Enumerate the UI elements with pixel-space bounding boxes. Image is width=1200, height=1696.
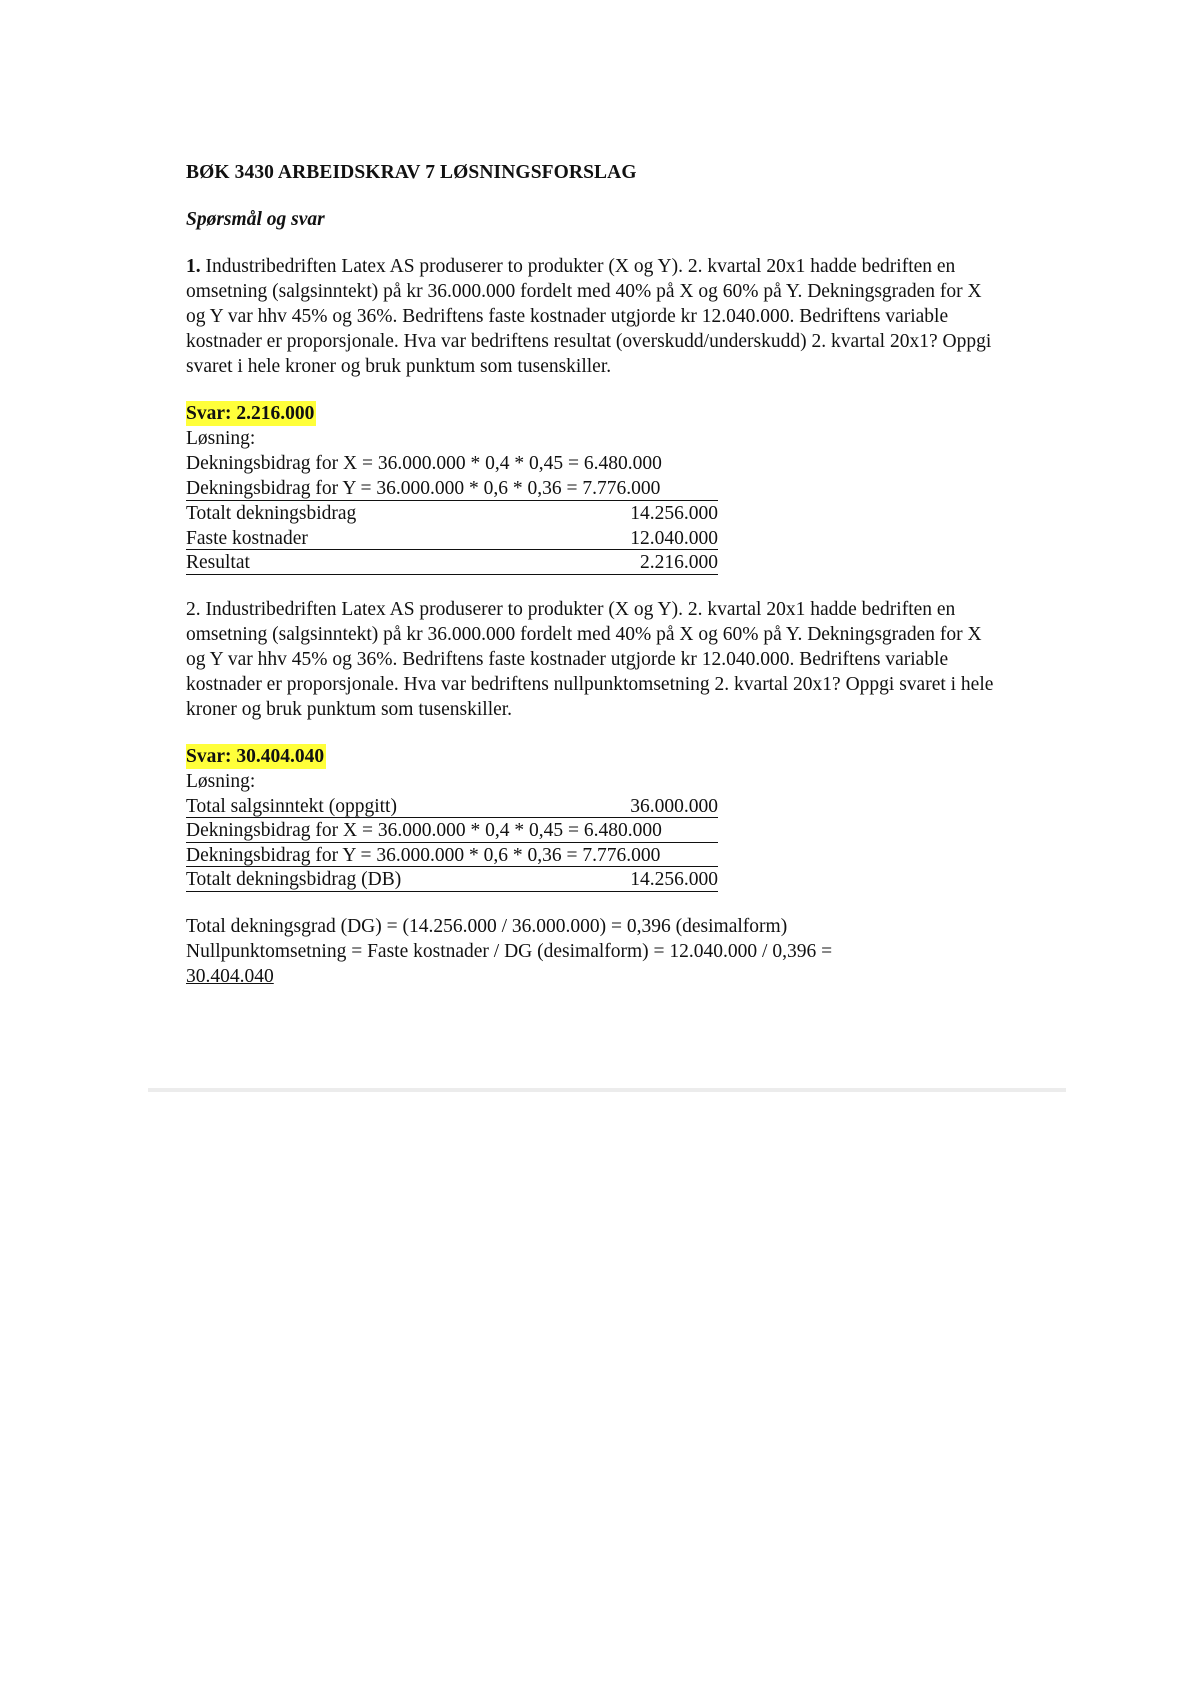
row-value: 14.256.000 — [630, 869, 718, 890]
answer-1: Svar: 2.216.000 — [186, 403, 315, 424]
question-2-text: 2. Industribedriften Latex AS produserer to produkter (X og Y). 2. kvartal 20x1 hadde bedriften en omsetning (salgsinntekt) på kr 36.000.000 fordelt med 40% på X og 60% på Y. Dekningsgraden for X og Y var hhv 45% og 36%. Bedriftens faste kostnader utgjorde kr 12.040.000. Bedriftens variable kostnader er proporsjonale. Hva var bedriftens nullpunktomsetning 2. kvartal 20x1? Oppgi svaret i hele kroner og bruk punktum som tusenskiller. — [186, 598, 994, 720]
row-label: Totalt dekningsbidrag — [186, 502, 357, 524]
table-row — [186, 501, 718, 526]
solution-1-calc-y-row — [186, 476, 718, 501]
solution-2-calc-x: Dekningsbidrag for X = 36.000.000 * 0,4 * 0,45 = 6.480.000 — [186, 820, 662, 841]
solution-2-calc-x-row — [186, 818, 718, 843]
row-label: Total salgsinntekt (oppgitt) — [186, 795, 397, 817]
table-row — [186, 867, 718, 892]
solution-1-calc-y: Dekningsbidrag for Y = 36.000.000 * 0,6 * 0,36 = 7.776.000 — [186, 478, 661, 499]
dg-line: Total dekningsgrad (DG) = (14.256.000 / 36.000.000) = 0,396 (desimalform) — [186, 915, 788, 937]
question-1 — [186, 254, 996, 379]
question-1-text: Industribedriften Latex AS produserer to produkter (X og Y). 2. kvartal 20x1 hadde bedriften en omsetning (salgsinntekt) på kr 36.000.000 fordelt med 40% på X og 60% på Y. Dekningsgraden for X og Y var hhv 45% og 36%. Bedriftens faste kostnader utgjorde kr 12.040.000. Bedriftens variable kostnader er proporsjonale. Hva var bedriftens resultat (overskudd/underskudd) 2. kvartal 20x1? Oppgi svaret i hele kroner og bruk punktum som tusenskiller. — [186, 256, 992, 377]
document-title: BØK 3430 ARBEIDSKRAV 7 LØSNINGSFORSLAG — [186, 162, 637, 183]
row-label: Resultat — [186, 552, 250, 573]
solution-1-label: Løsning: — [186, 428, 256, 449]
row-label: Totalt dekningsbidrag (DB) — [186, 869, 402, 890]
breakeven-result: 30.404.040 — [186, 965, 274, 987]
page-divider — [148, 1088, 1066, 1092]
solution-2-label: Løsning: — [186, 770, 256, 792]
row-value: 2.216.000 — [640, 552, 718, 573]
question-1-number: 1. — [186, 256, 201, 277]
solution-2-calc-y-row — [186, 843, 718, 868]
row-label: Faste kostnader — [186, 527, 308, 549]
document-subtitle: Spørsmål og svar — [186, 209, 325, 230]
table-row — [186, 550, 718, 575]
question-2 — [186, 597, 996, 722]
table-row — [186, 794, 718, 819]
document-page — [186, 160, 1006, 989]
formula-block — [186, 914, 1006, 989]
solution-2 — [186, 744, 1006, 892]
solution-1-calc-x: Dekningsbidrag for X = 36.000.000 * 0,4 * 0,45 = 6.480.000 — [186, 453, 662, 474]
solution-2-calc-y: Dekningsbidrag for Y = 36.000.000 * 0,6 * 0,36 = 7.776.000 — [186, 844, 661, 866]
answer-2: Svar: 30.404.040 — [186, 745, 325, 767]
row-value: 12.040.000 — [630, 527, 718, 549]
breakeven-line: Nullpunktomsetning = Faste kostnader / DG (desimalform) = 12.040.000 / 0,396 = — [186, 940, 833, 962]
row-value: 36.000.000 — [630, 795, 718, 817]
solution-1 — [186, 401, 1006, 575]
row-value: 14.256.000 — [630, 502, 718, 524]
table-row — [186, 526, 718, 551]
